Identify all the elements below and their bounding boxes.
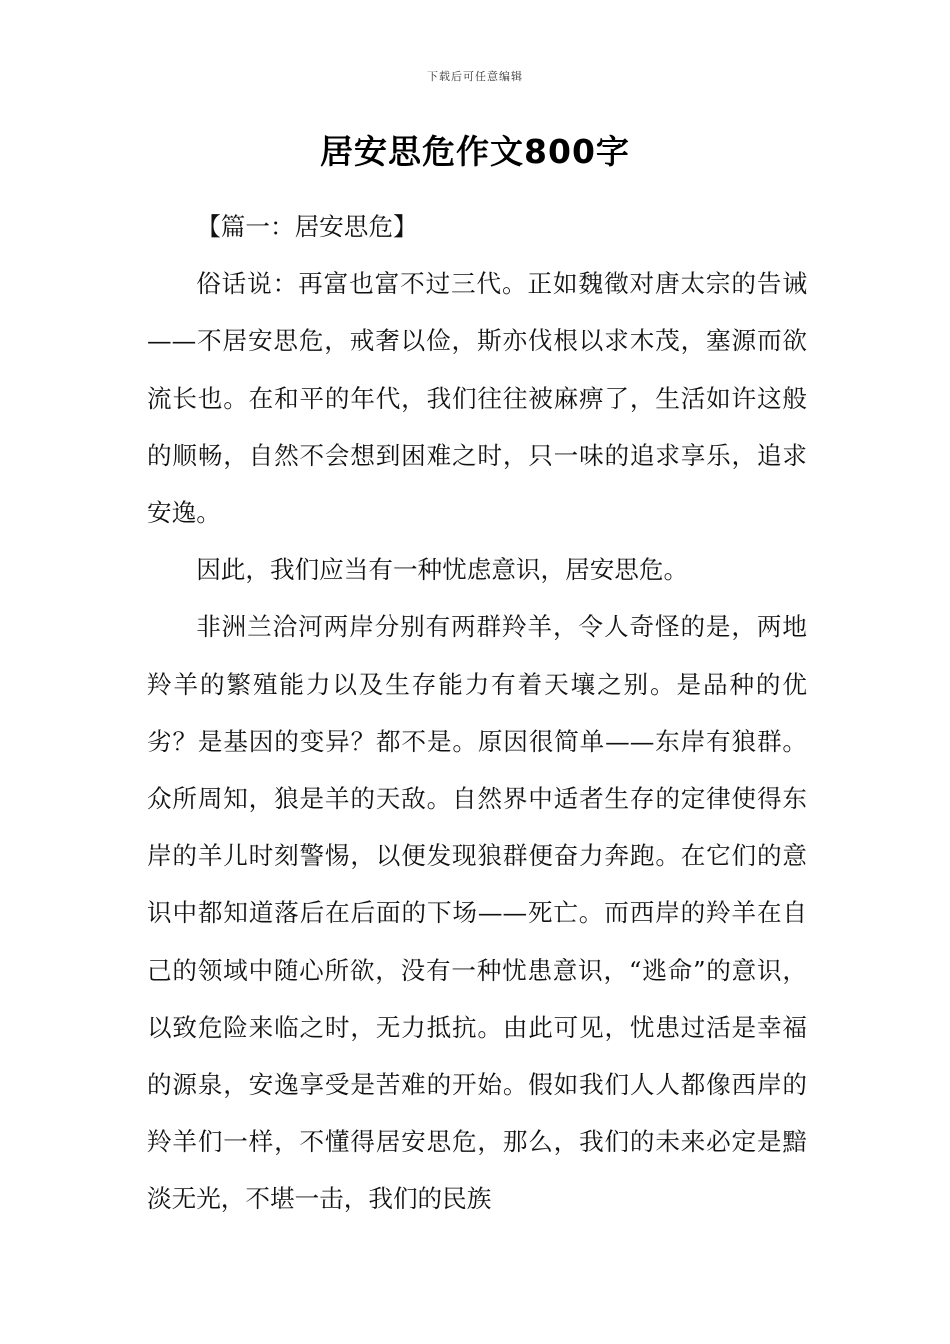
paragraph-3: 非洲兰洽河两岸分别有两群羚羊，令人奇怪的是，两地羚羊的繁殖能力以及生存能力有着天壤之别。是品种的优劣？是基因的变异？都不是。原因很简单——东岸有狼群。众所周知，狼是羊的天敌。自然界中适者生存的定律使得东岸的羊儿时刻警惕，以便发现狼群便奋力奔跑。在它们的意识中都知道落后在后面的下场——死亡。而西岸的羚羊在自己的领域中随心所欲，没有一种忧患意识，“逃命”的意识，以致危险来临之时，无力抵抗。由此可见，忧患过活是幸福的源泉，安逸享受是苦难的开始。假如我们人人都像西岸的羚羊们一样，不懂得居安思危，那么，我们的未来必定是黯淡无光，不堪一击，我们的民族 — [147, 612, 807, 1214]
document-body — [147, 198, 807, 1228]
paragraph-1: 俗话说：再富也富不过三代。正如魏徵对唐太宗的告诫——不居安思危，戒奢以俭，斯亦伐根以求木茂，塞源而欲流长也。在和平的年代，我们往往被麻痹了，生活如许这般的顺畅，自然不会想到困难之时，只一味的追求享乐，追求安逸。 — [147, 269, 807, 528]
header-note: 下载后可任意编辑 — [427, 70, 523, 83]
paragraph-2: 因此，我们应当有一种忧虑意识，居安思危。 — [196, 555, 689, 585]
section-heading: 【篇一：居安思危】 — [196, 212, 418, 241]
document-title: 居安思危作文800字 — [320, 132, 630, 171]
